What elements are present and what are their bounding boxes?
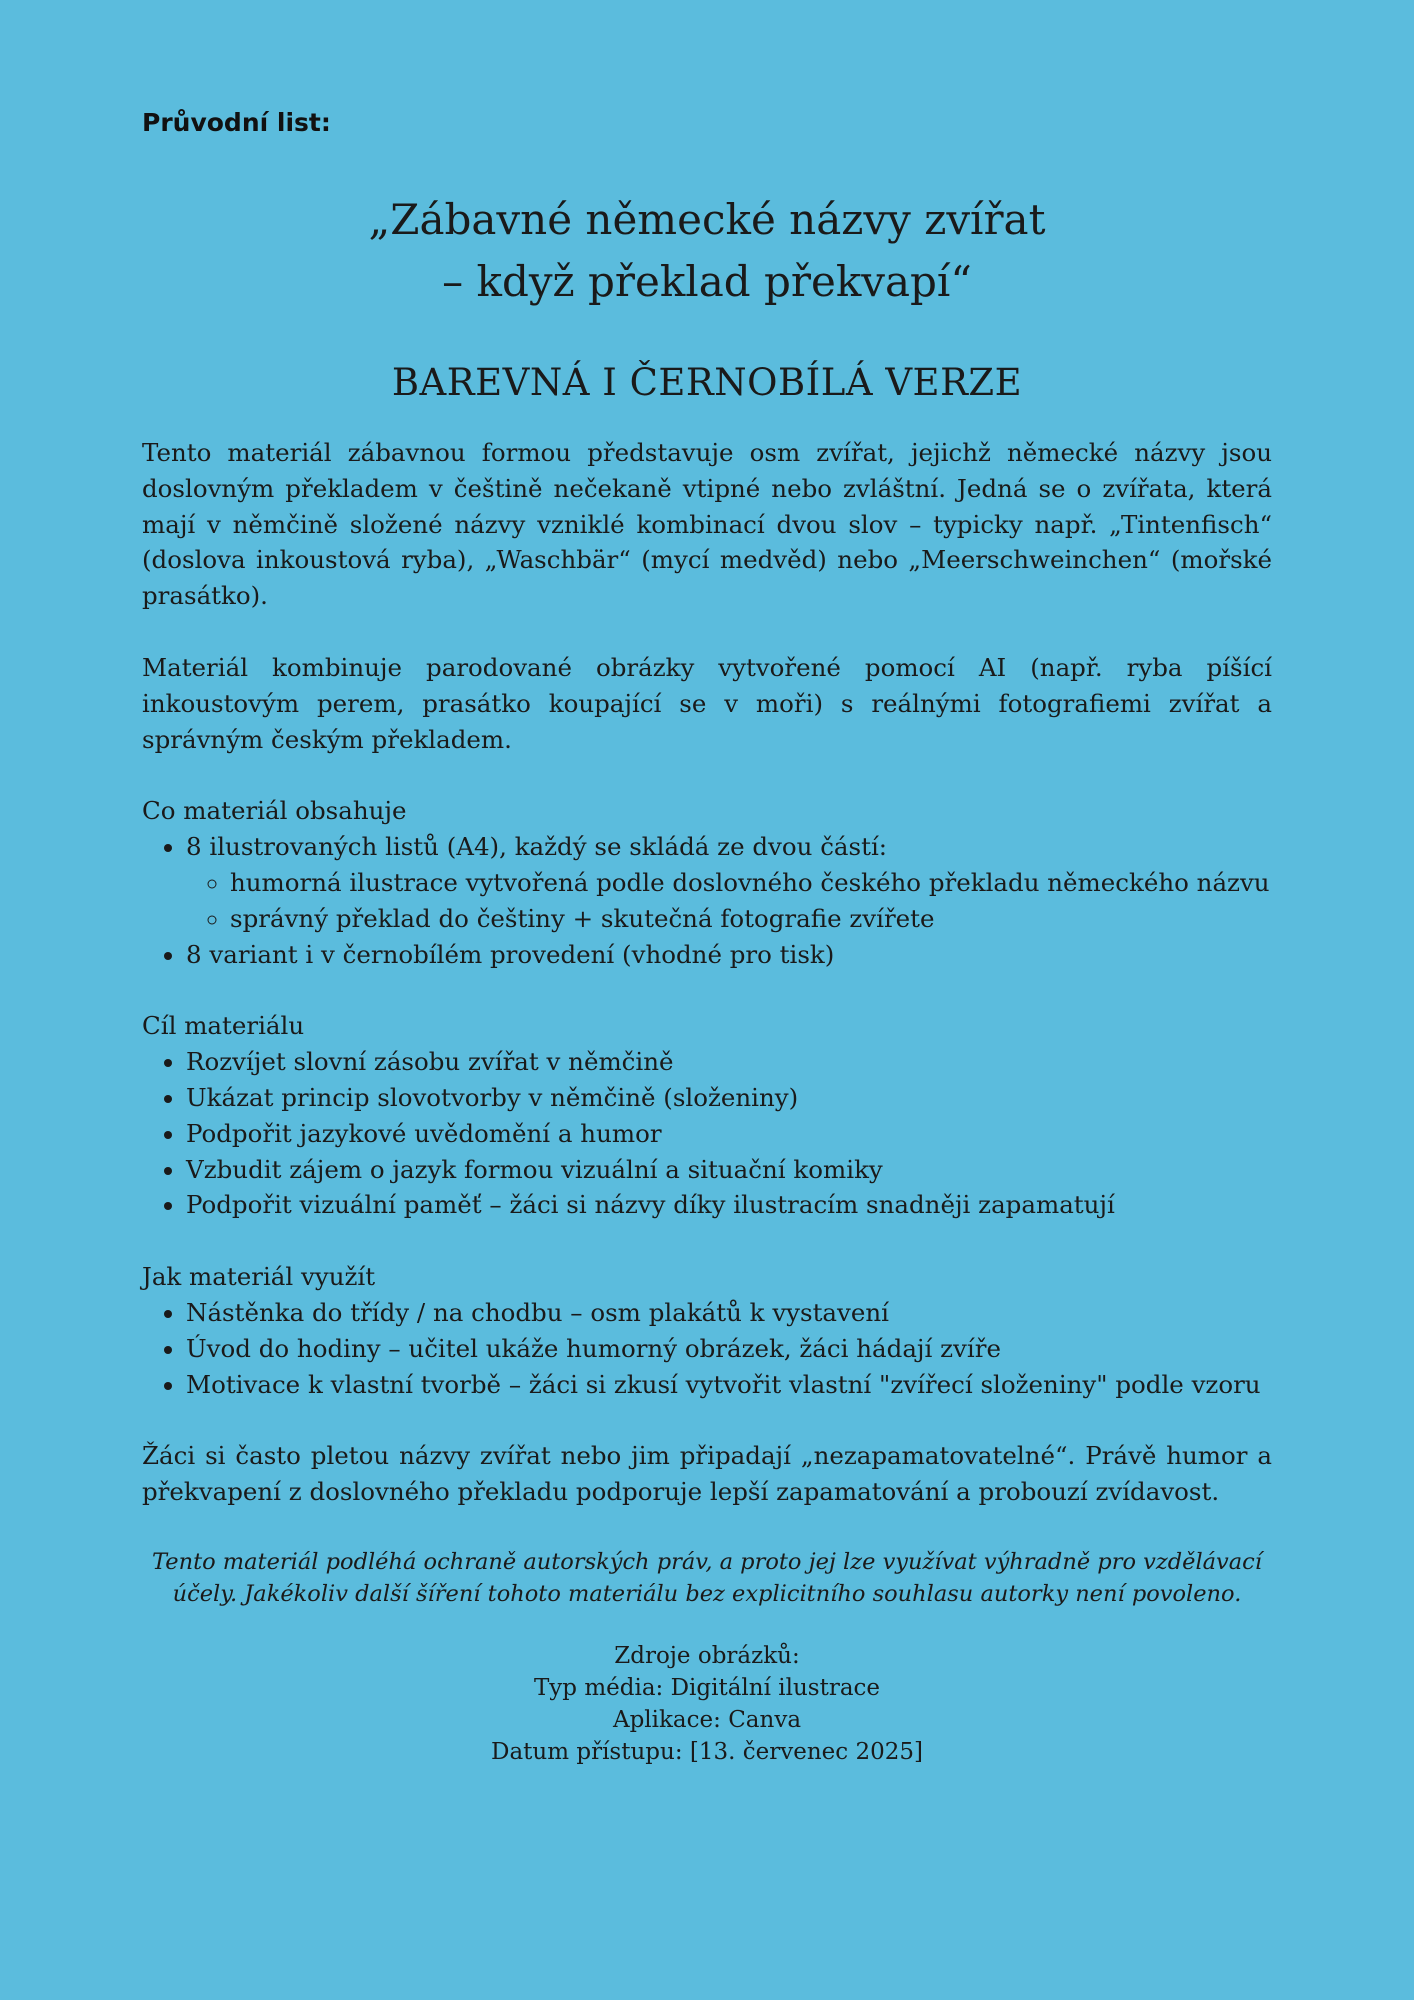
list-item: • Podpořit jazykové uvědomění a humor [186, 1116, 1272, 1152]
contents-item-1: 8 ilustrovaných listů (A4), každý se skládá ze dvou částí: [186, 832, 888, 862]
goals-heading: Cíl materiálu [142, 1011, 305, 1041]
document-title [142, 189, 1272, 313]
list-item: • Podpořit vizuální paměť – žáci si názvy díky ilustracím snadněji zapamatují [186, 1187, 1272, 1223]
list-item: • Vzbudit zájem o jazyk formou vizuální a situační komiky [186, 1152, 1272, 1188]
contents-sub-list [186, 865, 1272, 937]
copyright-notice: Tento materiál podléhá ochraně autorských práv, a proto jej lze využívat výhradně pro vzdělávací účely. Jakékoliv další šíření tohoto materiálu bez explicitního souhlasu autorky není povoleno. [152, 1548, 1262, 1607]
contents-list [142, 829, 1272, 972]
sources-heading: Zdroje obrázků: [614, 1642, 800, 1669]
usage-heading: Jak materiál využít [142, 1262, 376, 1292]
list-item: • Nástěnka do třídy / na chodbu – osm plakátů k vystavení [186, 1295, 1272, 1331]
usage-list [142, 1295, 1272, 1402]
contents-heading: Co materiál obsahuje [142, 796, 407, 826]
list-item: • Úvod do hodiny – učitel ukáže humorný obrázek, žáci hádají zvíře [186, 1331, 1272, 1367]
list-item: ◦ správný překlad do češtiny + skutečná fotografie zvířete [230, 901, 1272, 937]
document-subtitle: BAREVNÁ I ČERNOBÍLÁ VERZE [391, 361, 1023, 404]
list-item: • Motivace k vlastní tvorbě – žáci si zkusí vytvořit vlastní "zvířecí složeniny" podle vzoru [186, 1367, 1272, 1403]
sources-access-date: Datum přístupu: [13. červenec 2025] [491, 1738, 923, 1765]
list-item: ◦ humorná ilustrace vytvořená podle doslovného českého překladu německého názvu [230, 865, 1272, 901]
list-item: • Rozvíjet slovní zásobu zvířat v němčině [186, 1044, 1272, 1080]
image-sources [142, 1640, 1272, 1768]
goals-list [142, 1044, 1272, 1223]
title-line-2: – když překlad překvapí“ [442, 257, 972, 306]
sources-media-type: Typ média: Digitální ilustrace [533, 1674, 881, 1701]
list-item: • Ukázat princip slovotvorby v němčině (složeniny) [186, 1080, 1272, 1116]
closing-paragraph: Žáci si často pletou názvy zvířat nebo jim připadají „nezapamatovatelné“. Právě humor a překvapení z doslovného překladu podporuje lepší zapamatování a probouzí zvídavost. [142, 1441, 1272, 1507]
sources-app: Aplikace: Canva [612, 1706, 802, 1733]
list-item [186, 829, 1272, 936]
title-line-1: „Zábavné německé názvy zvířat [368, 195, 1046, 244]
intro-paragraph: Tento materiál zábavnou formou představuje osm zvířat, jejichž německé názvy jsou doslovným překladem v češtině nečekaně vtipné nebo zvláštní. Jedná se o zvířata, která mají v němčině složené názvy vzniklé kombinací dvou slov – typicky např. „Tintenfisch“ (doslova inkoustová ryba), „Waschbär“ (mycí medvěd) nebo „Meerschweinchen“ (mořské prasátko). [142, 438, 1272, 611]
list-item: • 8 variant i v černobílém provedení (vhodné pro tisk) [186, 937, 1272, 973]
document-label: Průvodní list: [142, 108, 331, 137]
second-paragraph: Materiál kombinuje parodované obrázky vytvořené pomocí AI (např. ryba píšící inkoustovým perem, prasátko koupající se v moři) s reálnými fotografiemi zvířat a správným českým překladem. [142, 652, 1272, 754]
